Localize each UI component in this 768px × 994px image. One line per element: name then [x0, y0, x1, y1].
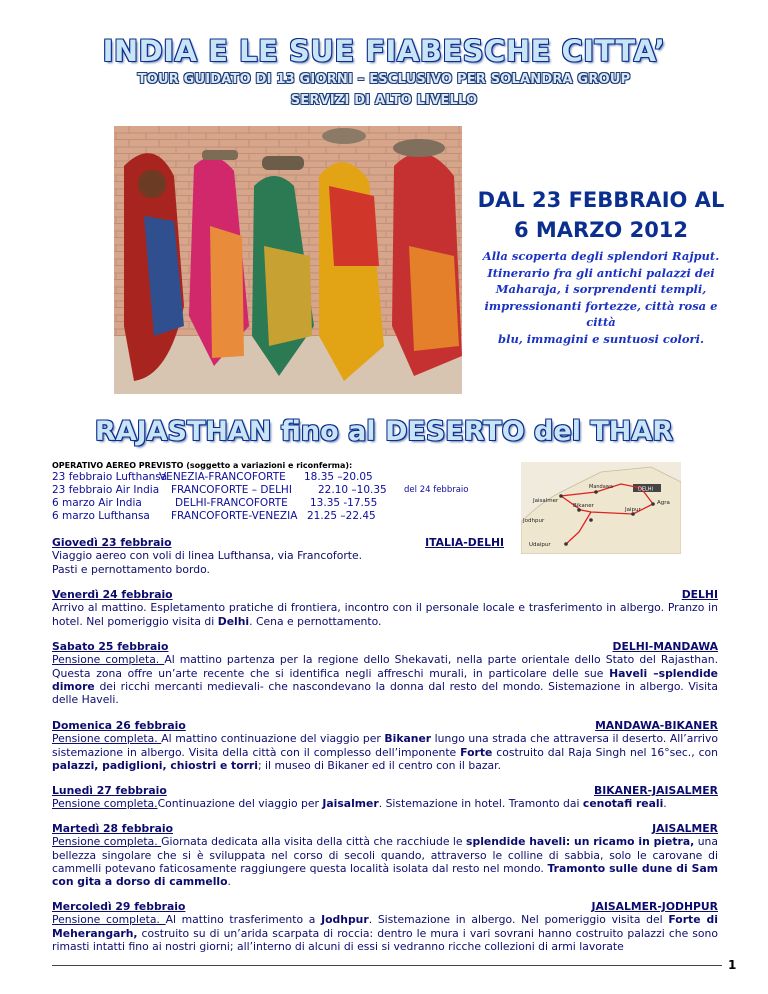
day-description: Pensione completa. Al mattino continuazione del viaggio per Bikaner lungo una strada che attraversa il deserto. All’arrivo sistemazione in albergo. Visita della città con il complesso dell’imponente Forte costruito dal Raja Singh nel 16°sec., con palazzi, padiglioni, chiostri e torri; il museo di Bikaner ed il centro con il bazar. — [52, 732, 719, 772]
day-destination: ITALIA-DELHI — [425, 536, 504, 549]
map-label: Jaisalmer — [533, 498, 559, 504]
day-destination: MANDAWA-BIKANER — [595, 719, 718, 732]
flight-time: 21.25 –22.45 — [307, 510, 376, 522]
flight-route: DELHI-FRANCOFORTE — [175, 497, 288, 509]
map-label: DELHI — [638, 486, 654, 493]
day-date: Domenica 26 febbraio — [52, 719, 186, 732]
itinerary-day — [52, 900, 718, 953]
itinerary-day — [52, 822, 718, 888]
tagline-line: Maharaja, i sorprendenti templi, — [495, 282, 707, 296]
flight-date: 6 marzo Air India — [52, 497, 142, 509]
flight-route: FRANCOFORTE – DELHI — [171, 484, 292, 496]
tour-subtitle: TOUR GUIDATO DI 13 GIORNI – ESCLUSIVO PER SOLANDRA GROUP — [137, 72, 631, 87]
flight-date: 23 febbraio Lufthansa — [52, 471, 168, 483]
flight-time: 18.35 –20.05 — [304, 471, 373, 483]
cover-photo — [114, 126, 462, 394]
day-date: Mercoledì 29 febbraio — [52, 900, 186, 913]
day-date: Martedì 28 febbraio — [52, 822, 174, 835]
day-destination: DELHI — [681, 588, 718, 601]
day-destination: JAISALMER-JODHPUR — [591, 900, 718, 913]
travel-dates-line2: 6 MARZO 2012 — [513, 218, 689, 242]
day-date: Lunedì 27 febbraio — [52, 784, 167, 797]
flight-time: 22.10 –10.35 — [318, 484, 387, 496]
map-label: Bikaner — [573, 503, 594, 509]
map-label: Agra — [657, 500, 670, 506]
flight-date: 23 febbraio Air India — [52, 484, 160, 496]
day-date: Sabato 25 febbraio — [52, 640, 169, 653]
map-label: Mandawa — [589, 484, 613, 490]
map-label: Jodhpur — [523, 518, 545, 524]
itinerary-day — [52, 719, 718, 772]
section-title: RAJASTHAN fino al DESERTO del THAR — [94, 416, 674, 447]
day-description: Viaggio aereo con voli di linea Lufthansa, via Francoforte. Pasti e pernottamento bordo. — [52, 549, 363, 576]
tagline-line: impressionanti fortezze, città rosa e città — [484, 298, 718, 329]
page-title: INDIA E LE SUE FIABESCHE CITTA’ — [102, 34, 666, 68]
itinerary-day — [52, 536, 718, 576]
flight-date: 6 marzo Lufthansa — [52, 510, 150, 522]
tagline-line: blu, immagini e suntuosi colori. — [498, 331, 704, 346]
day-destination: DELHI-MANDAWA — [612, 640, 718, 653]
map-label: Udaipur — [529, 542, 551, 548]
itinerary-day — [52, 640, 718, 706]
day-date: Giovedì 23 febbraio — [52, 536, 172, 549]
itinerary-day — [52, 784, 718, 811]
day-description: Pensione completa. Al mattino trasferimento a Jodhpur. Sistemazione in albergo. Nel pomeriggio visita del Forte di Meherangarh, costruito su di un’arida scarpata di roccia: dentro le mura i vari sovrani hanno costruito palazzi che sono rimasti intatti fino ai nostri giorni; all’interno di alcuni di essi si vedranno ricche collezioni di armi lavorate — [52, 913, 718, 953]
flight-route: FRANCOFORTE-VENEZIA — [171, 510, 298, 522]
flights-heading: OPERATIVO AEREO PREVISTO (soggetto a variazioni e riconferma): — [52, 461, 353, 470]
flight-route: VENEZIA-FRANCOFORTE — [159, 471, 286, 483]
page-number: 1 — [728, 958, 737, 972]
day-description: Pensione completa.Continuazione del viaggio per Jaisalmer. Sistemazione in hotel. Tramonto dai cenotafi reali. — [52, 797, 667, 811]
map-label: Jaipur — [625, 507, 641, 513]
flight-note: del 24 febbraio — [404, 485, 469, 495]
footer-divider — [52, 965, 722, 966]
tagline — [470, 248, 732, 347]
travel-dates-line1: DAL 23 FEBBRAIO AL — [477, 188, 725, 212]
women-with-pots-illustration — [114, 126, 462, 394]
flight-time: 13.35 -17.55 — [310, 497, 378, 509]
itinerary-day — [52, 588, 718, 628]
service-subtitle: SERVIZI DI ALTO LIVELLO — [290, 93, 478, 108]
day-destination: JAISALMER — [652, 822, 718, 835]
tagline-line: Alla scoperta degli splendori Rajput. — [482, 249, 720, 263]
day-date: Venerdì 24 febbraio — [52, 588, 173, 601]
tagline-line: Itinerario fra gli antichi palazzi dei — [487, 265, 715, 280]
day-description: Arrivo al mattino. Espletamento pratiche di frontiera, incontro con il personale locale e trasferimento in albergo. Pranzo in hotel. Nel pomeriggio visita di Delhi. Cena e pernottamento. — [52, 601, 718, 628]
day-destination: BIKANER-JAISALMER — [593, 784, 718, 797]
day-description: Pensione completa. Al mattino partenza per la regione dello Shekavati, nella parte orientale dello Stato del Rajasthan. Questa zona offre un’arte recente che si identifica negli affreschi murali, in particolare delle sue Haveli –splendide dimore dei ricchi mercanti medievali- che nascondevano la donna dal resto del mondo. Sistemazione in albergo. Visita delle Haveli. — [52, 653, 718, 707]
day-description: Pensione completa. Giornata dedicata alla visita della città che racchiude le splendide haveli: un ricamo in pietra, una bellezza singolare che si è sviluppata nel corso di secoli quando, attraverso le colline di sabbia, solo le carovane di cammelli potevano faticosamente raggiungere questa località isolata dal resto nel mondo. Tramonto sulle dune di Sam con gita a dorso di cammello. — [52, 835, 718, 889]
